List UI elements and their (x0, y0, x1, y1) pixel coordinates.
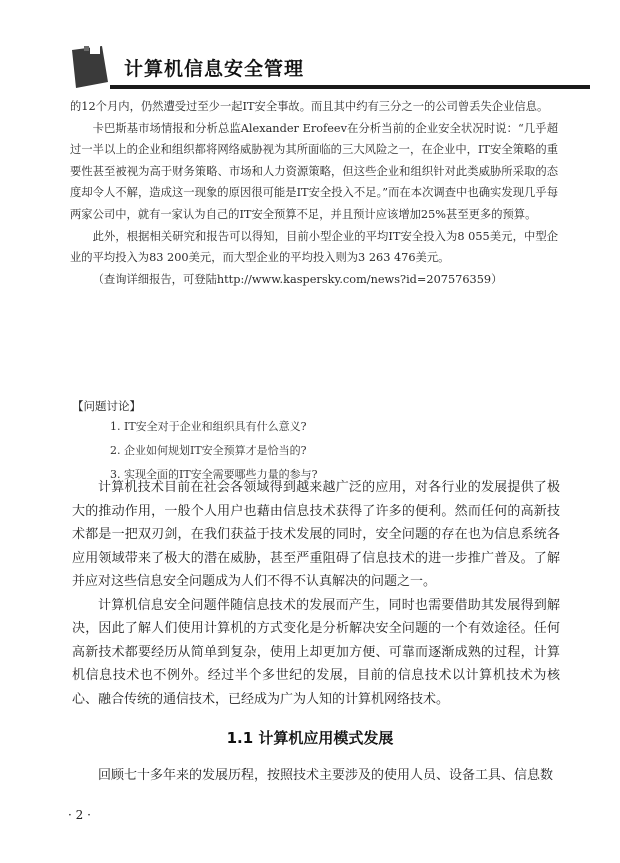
page-header (70, 40, 590, 90)
discussion-title: 【问题讨论】 (72, 399, 141, 413)
running-header-title: 计算机信息安全管理 (124, 58, 305, 80)
case-paragraph-1: 的12个月内，仍然遭受过至少一起IT安全事故。而且其中约有三分之一的公司曾丢失企业信息。 (70, 100, 549, 113)
chapter-logo-icon (70, 46, 110, 88)
discussion-item: 3. 实现全面的IT安全需要哪些力量的参与? (110, 468, 318, 481)
discussion-item: 2. 企业如何规划IT安全预算才是恰当的? (110, 444, 307, 457)
header-rule (110, 85, 590, 89)
body-paragraph-2: 计算机信息安全问题伴随信息技术的发展而产生，同时也需要借助其发展得到解决，因此了解人们使用计算机的方式变化是分析解决安全问题的一个有效途径。任何高新技术都要经历从简单到复杂，使用上却更加方便、可靠而逐渐成熟的过程，计算机信息技术也不例外。经过半个多世纪的发展，目前的信息技术以计算机技术为核心、融合传统的通信技术，已经成为广为人知的计算机网络技术。 (72, 597, 560, 707)
case-paragraph-3: 此外，根据相关研究和报告可以得知，目前小型企业的平均IT安全投入为8 055美元，中型企业的平均投入为83 200美元，而大型企业的平均投入则为3 263 476美元。 (70, 229, 558, 265)
main-body-text (72, 476, 560, 711)
section-heading: 1.1 计算机应用模式发展 (226, 729, 394, 747)
case-paragraph-4: （查询详细报告，可登陆http://www.kaspersky.com/news?id=207576359） (92, 272, 503, 286)
body-paragraph-1: 计算机技术目前在社会各领域得到越来越广泛的应用，对各行业的发展提供了极大的推动作用，一般个人用户也藉由信息技术获得了许多的便利。然而任何的高新技术都是一把双刃剑，在我们获益于技术发展的同时，安全问题的存在也为信息系统各应用领域带来了极大的潜在威胁，甚至严重阻碍了信息技术的进一步推广普及。了解并应对这些信息安全问题成为人们不得不认真解决的问题之一。 (72, 480, 560, 589)
section-first-line: 回顾七十多年来的发展历程，按照技术主要涉及的使用人员、设备工具、信息数 (98, 768, 554, 783)
case-study-text (70, 96, 558, 290)
discussion-item: 1. IT安全对于企业和组织具有什么意义? (110, 420, 307, 433)
case-paragraph-2: 卡巴斯基市场情报和分析总监Alexander Erofeev在分析当前的企业安全状况时说：“几乎超过一半以上的企业和组织都将网络威胁视为其所面临的三大风险之一，在企业中，IT安全策略的重要性甚至被视为高于财务策略、市场和人力资源策略，但这些企业和组织针对此类威胁所采取的态度却令人不解，造成这一现象的原因很可能是IT安全投入不足。”而在本次调查中也确实发现几乎每两家公司中，就有一家认为自己的IT安全预算不足，并且预计应该增加25%甚至更多的预算。 (70, 121, 558, 221)
page-number: · 2 · (68, 808, 91, 822)
